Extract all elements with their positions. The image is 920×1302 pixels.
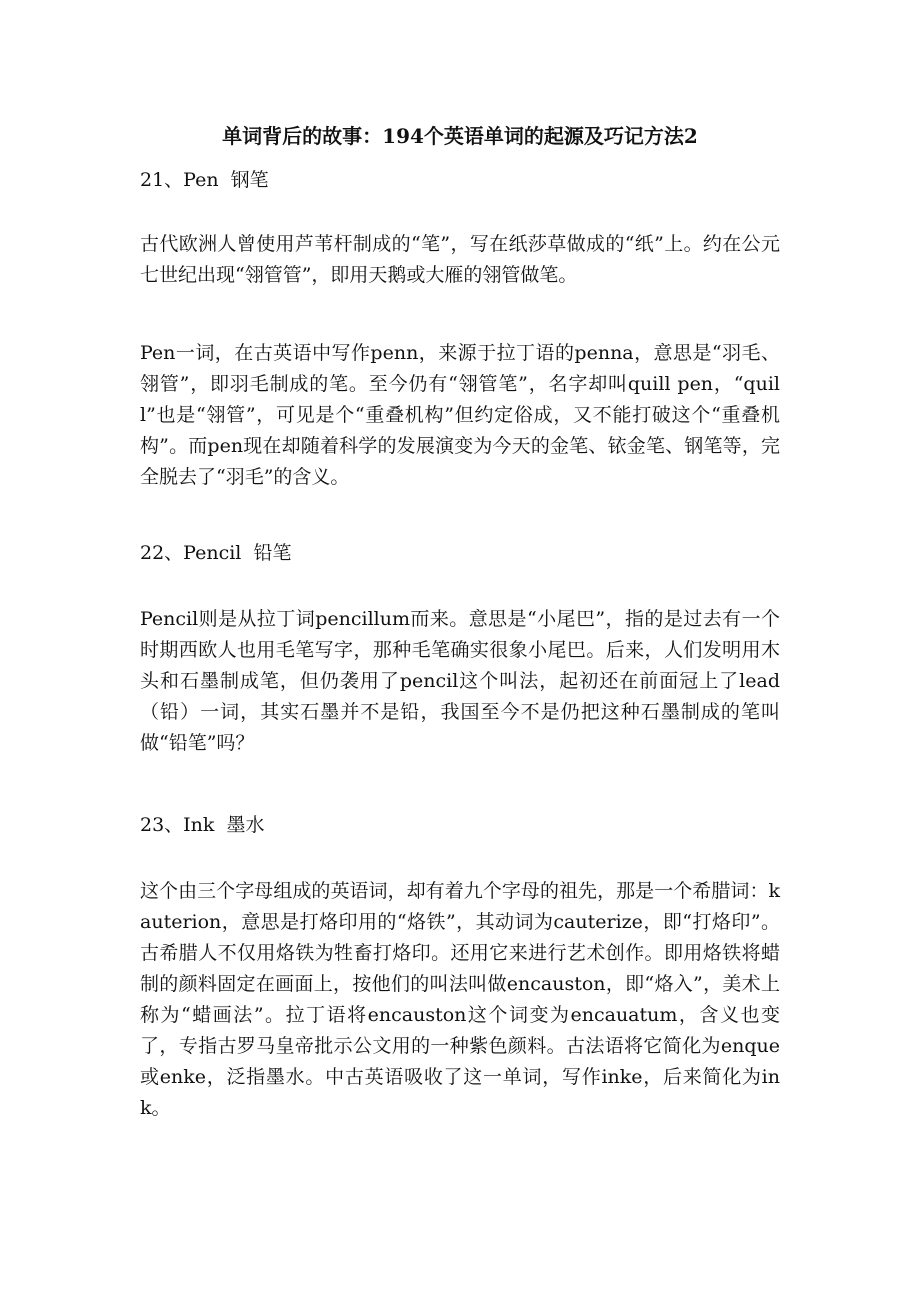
entry-heading-ink: 23、Ink 墨水 bbox=[140, 814, 265, 836]
entry-heading-pencil: 22、Pencil 铅笔 bbox=[140, 542, 292, 564]
entry-paragraph-pencil: Pencil则是从拉丁词pencillum而来。意思是“小尾巴”，指的是过去有一个时期西欧人也用毛笔写字，那种毛笔确实很象小尾巴。后来，人们发明用木头和石墨制成笔，但仍袭用了pencil这个叫法，起初还在前面冠上了lead（铅）一词，其实石墨并不是铅，我国至今不是仍把这种石墨制成的笔叫做“铅笔”吗？ bbox=[140, 608, 780, 754]
entry-heading-pen: 21、Pen 钢笔 bbox=[140, 169, 269, 191]
entry-paragraph-pen-1: 古代欧洲人曾使用芦苇杆制成的“笔”，写在纸莎草做成的“纸”上。约在公元七世纪出现“翎管管”，即用天鹅或大雁的翎管做笔。 bbox=[140, 233, 780, 286]
entry-paragraph-pen-2: Pen一词，在古英语中写作penn，来源于拉丁语的penna，意思是“羽毛、翎管”，即羽毛制成的笔。至今仍有“翎管笔”，名字却叫quill pen，“quill”也是“翎管”，可见是个“重叠机构”但约定俗成，又不能打破这个“重叠机构”。而pen现在却随着科学的发展演变为今天的金笔、铱金笔、钢笔等，完全脱去了“羽毛”的含义。 bbox=[140, 342, 780, 488]
entry-paragraph-ink: 这个由三个字母组成的英语词，却有着九个字母的祖先，那是一个希腊词：kauterion，意思是打烙印用的“烙铁”，其动词为cauterize，即“打烙印”。古希腊人不仅用烙铁为牲畜打烙印。还用它来进行艺术创作。即用烙铁将蜡制的颜料固定在画面上，按他们的叫法叫做encauston，即“烙入”，美术上称为“蜡画法”。拉丁语将encauston这个词变为encauatum，含义也变了，专指古罗马皇帝批示公文用的一种紫色颜料。古法语将它简化为enque或enke，泛指墨水。中古英语吸收了这一单词，写作inke，后来简化为ink。 bbox=[140, 880, 780, 1119]
page-title: 单词背后的故事：194个英语单词的起源及巧记方法2 bbox=[222, 124, 698, 148]
